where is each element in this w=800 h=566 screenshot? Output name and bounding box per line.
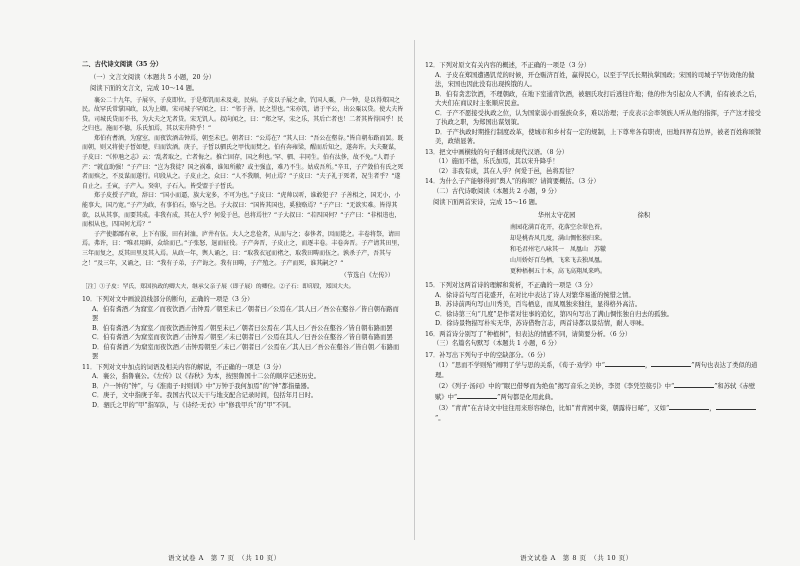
answer-blank[interactable] [716, 403, 756, 410]
option-a: A．襄公，指鲁襄公。《左传》以《春秋》为本，按照鲁国十二公的顺序记述历史。 [92, 373, 321, 381]
poem-title [425, 211, 763, 221]
question-stem: 13．把文中画横线的句子翻译成现代汉语。（8 分） [425, 148, 569, 156]
question-stem: 17．补写出下列句子中的空缺部分。（6 分） [425, 351, 550, 359]
option-d: D．驷氏之甲的“甲”指军队，与《诗经·无衣》中“修我甲兵”的“甲”不同。 [92, 401, 295, 409]
option-b: B．户一钟的“钟”，与《淮南子·时则训》中“万钟于我何加焉”的“钟”都指量器。 [92, 382, 314, 390]
question-stem: 12．下列对原文有关内容的概述，不正确的一项是（3 分） [425, 62, 591, 69]
fill-item [425, 403, 763, 423]
fill-text: ， [644, 362, 652, 369]
option-d: D．徐诗景物描写朴实无华，苏诗借物言志，两首诗都以景结情，耐人寻味。 [435, 320, 648, 327]
translation-item: （1）施而不德，乐氏加焉，其以宋升降乎！ [435, 158, 559, 165]
question-17 [425, 351, 763, 424]
poem-line: 和毛君州宅八咏其一 凤凰山 苏辙 [510, 246, 607, 253]
answer-blank[interactable] [669, 403, 709, 410]
subsection-recitation: （三）名篇名句默写（本题共 1 小题，6 分） [433, 340, 561, 347]
option-c: C．伯有耆酒／为窟室而夜饮酒／击钟焉／朝至／未已朝者曰／公焉在其人／曰吾公在壑谷／皆自朝布路而罢 [92, 334, 393, 342]
question-stem: 10．下列对文中画波浪线部分的断句，正确的一项是（3 分） [82, 296, 254, 304]
passage-paragraph: 郑子皮授子产政，辞曰：“国小而逼，族大宠多，不可为也。”子皮曰：“虎帅以听，谁敢犯子？子善相之，国无小，小能事大，国乃宽。”子产为政，有事伯石，赂与之邑。子大叔曰：“国皆其国也，奚独赂焉？”子产曰：“无欲实难。皆得其欲，以从其事，而要其成。非我有成，其在人乎？何爱于邑，邑将焉往？”子大叔曰：“若四国何？”子产曰：“非相违也，而相从也，四国何尤焉？” [82, 192, 401, 229]
page-footer-left: 语文试卷 A 第 7 页 （共 10 页） [168, 554, 281, 562]
poem-line: 更种梧桐五十本，高飞高翔凤来鸣。 [510, 268, 607, 275]
option-a: A．徐诗首句写百花盛开，在对比中表达了诗人对繁华易逝的惋惜之情。 [435, 291, 635, 299]
subsection-poetry: （二）古代诗歌阅读（本题共 2 小题，9 分） [433, 187, 561, 195]
option-d: D．子产执政时期推行制度改革，使城市和乡村有一定的规制，上下尊卑各有职责，田地四界有边界，被老百姓称颂赞美，政绩显著。 [435, 128, 762, 145]
left-column [82, 60, 404, 526]
poetry-instruction: 阅读下面两首宋诗，完成 15～16 题。 [433, 199, 542, 206]
right-column [425, 60, 763, 526]
option-a: A．子皮在郑国遭遇饥荒的时候，开仓赈济百姓，赢得民心，以至于罕氏长期执掌国政；宋国的司城子罕仿效他的做法，宋国也因此没有出现挨饿的人。 [435, 71, 755, 88]
option-c: C．徐诗第三句“几度”是作者对往事的追忆，第四句写出了满山惆怅独自归去的孤独。 [435, 310, 673, 318]
fill-item [425, 360, 763, 380]
reading-instruction: 阅读下面的文言文，完成 10～14 题。 [90, 85, 199, 92]
answer-blank[interactable] [651, 360, 691, 367]
question-12 [425, 61, 763, 147]
poem-line: 南园花满百花开，花落空余翠色苔。 [510, 224, 607, 231]
passage-note: ［注］①子皮：罕氏，郑国执政的卿大夫，继承父亲子展（即子展）的卿位。②子石：即印段，郑国大夫。 [82, 283, 355, 290]
poem-title-text: 华州太守花园 [537, 211, 576, 219]
passage-source: （节选自《左传》） [340, 272, 394, 280]
fill-text: ”和苏轼《赤壁赋》中“ [435, 383, 756, 401]
passage-paragraph: 襄公二十九年，子展卒，子皮即位。于是郑饥而未及麦，民病。子皮以子展之命，饩国人粟，户一钟，是以得郑国之民。故罕氏常掌国政，以为上卿。宋司城子罕闻之，曰：“邻于善，民之望也。”宋亦饥，请于平公，出公粟以贷。使大夫皆贷。司城氏贷而不书，为大夫之无者贷。宋无饥人。叔向闻之，曰：“郑之罕，宋之乐，其后亡者也！二者其皆得国乎！民之归也。施而不德，乐氏加焉，其以宋升降乎！” [82, 96, 404, 133]
fill-text: （3）“青青”在古诗文中往往用来形容绿色，比如“青青园中葵，朝露待日晞”，又如“ [435, 405, 670, 412]
question-16: 16．两首诗分别写了“种植树”，但表达的情感不同，请简要分析。（6 分） [425, 330, 632, 338]
poem-author: 徐积 [637, 211, 651, 219]
option-b: B．伯有耆酒／为窟室／而夜饮酒击钟焉／朝至未已／朝者曰公焉在／其人曰／吾公在壑谷／皆自朝布路而罢 [92, 324, 393, 332]
poem-line: 却是桃杏风几度，满山惆怅独归来。 [510, 235, 607, 242]
option-a: A．伯有耆酒／为窟室／而夜饮酒／击钟焉／朝至未已／朝者曰／公焉在／其人曰／吾公在壑谷／皆自朝布路而罢 [92, 305, 399, 323]
passage-paragraph: 子产使都鄙有章，上下有服，田有封洫，庐井有伍。大人之忠俭者，从而与之；泰侈者，因而毙之。丰卷将祭，请田焉。弗许，曰：“唯君用鲜，众给而已。”子张怒，退而征役。子产奔晋，子皮止之，而逐丰卷。丰卷奔晋。子产请其田里，三年而复之，反其田里及其入焉。从政一年，舆人诵之，曰：“取我衣冠而褚之，取我田畴而伍之。孰杀子产，吾其与之！”及三年，又诵之，曰：“我有子弟，子产诲之。我有田畴，子产殖之。子产而死，谁其嗣之？” [82, 230, 404, 267]
answer-blank[interactable] [605, 360, 645, 367]
option-c: C．子产不愿接受执政之位，认为国家弱小而强族众多，难以治理；子皮表示会率领族人听从他的指挥，子产这才接受了执政之职，为郑国出谋划策。 [435, 109, 761, 126]
fill-text: （2）《列子·汤问》中的“眠巴借琴而为绝鱼”揭写音乐之美妙，李贺《李凭箜篌引》中“ [435, 383, 675, 390]
fill-text: ”两句也表达了类似的道理。 [435, 362, 758, 379]
section-title: 二、古代诗文阅读（35 分） [82, 61, 163, 68]
question-stem: 15．下列对这两首诗的理解和赏析，不正确的一项是（3 分） [425, 282, 597, 289]
subsection-title: （一）文言文阅读（本题共 5 小题，20 分） [90, 73, 216, 81]
poem-lines [425, 222, 763, 277]
fill-text: ”。 [435, 414, 445, 422]
option-d: D．伯有耆酒／为窟室而夜饮酒／击钟焉朝至／未已／朝者曰／公焉在／其人曰／吾公在壑谷／皆自朝／布路而罢 [92, 343, 400, 361]
option-b: B．苏诗前两句写山川秀美，百鸟栖息，而凤凰独来独往，显得格外高洁。 [435, 301, 642, 308]
question-15 [425, 281, 763, 329]
question-14: 14．为什么子产能够得到“舆人”的称颂？请简要概括。（3 分） [425, 178, 600, 185]
question-13 [425, 148, 763, 177]
fill-text: ”两句都是化用此典。 [497, 393, 558, 401]
page-divider [414, 40, 415, 540]
fill-item [425, 381, 763, 402]
classical-passage [82, 96, 404, 269]
passage-paragraph: 郑伯有耆酒，为窟室，而夜饮酒击钟焉，朝至未已。朝者曰：“公焉在？”其人曰：“吾公在壑谷。”皆自朝布路而罢。既而朝，则又将使子皙如楚，归而饮酒。庚子，子皙以驷氏之甲伐而焚之。伯有奔雍梁，醒而后知之，遂奔许。大夫聚谋，子皮曰：“《仲虺之志》云：‘乱者取之，亡者侮之。推亡固存，国之利也。’罕、驷、丰同生。伯有汰侈，故不免。”人谓子产：“就直助强！”子产曰：“岂为我徒？国之祸难，谁知所敝？或主强直，难乃不生。姑成吾所。”辛丑，子产敛伯有氏之死者而殡之，不及谋而遂行。印段从之。子皮止之，众曰：“人不我顺，何止焉？”子皮曰：“夫子礼于死者，况生者乎？”遂自止之。壬寅，子产入。癸卯，子石入。皆受盟于子皙氏。 [82, 134, 404, 190]
translation-item: （2）非我有成，其在人乎？何爱于邑，邑将焉往？ [435, 167, 578, 175]
question-11 [82, 363, 404, 411]
fill-text: ， [709, 405, 716, 412]
answer-blank[interactable] [674, 381, 714, 388]
poem-line: 山川娇好百鸟栖，飞来飞去独凤凰。 [510, 257, 607, 264]
page-footer-right: 语文试卷 A 第 8 页 （共 10 页） [520, 554, 633, 562]
answer-blank[interactable] [457, 392, 497, 399]
question-10 [82, 295, 404, 362]
option-b: B．伯有贪恋饮酒，不理朝政，在地下室通宵饮酒，被驷氏攻打后逃往许地；他的作为引起众人不满，伯有被杀之后，大夫们在商议时主张顺应民意。 [435, 90, 761, 107]
option-c: C．庚子，文中指庚子年。我国古代以天干与地支配合记录时间，包括年月日时。 [92, 392, 318, 400]
question-stem: 11．下列对文中加点的词语及相关内容的解说，不正确的一项是（3 分） [82, 363, 285, 371]
fill-text: （1）“思而不学则殆”阐明了学与思的关系，《荀子·劝学》中“ [435, 362, 605, 369]
